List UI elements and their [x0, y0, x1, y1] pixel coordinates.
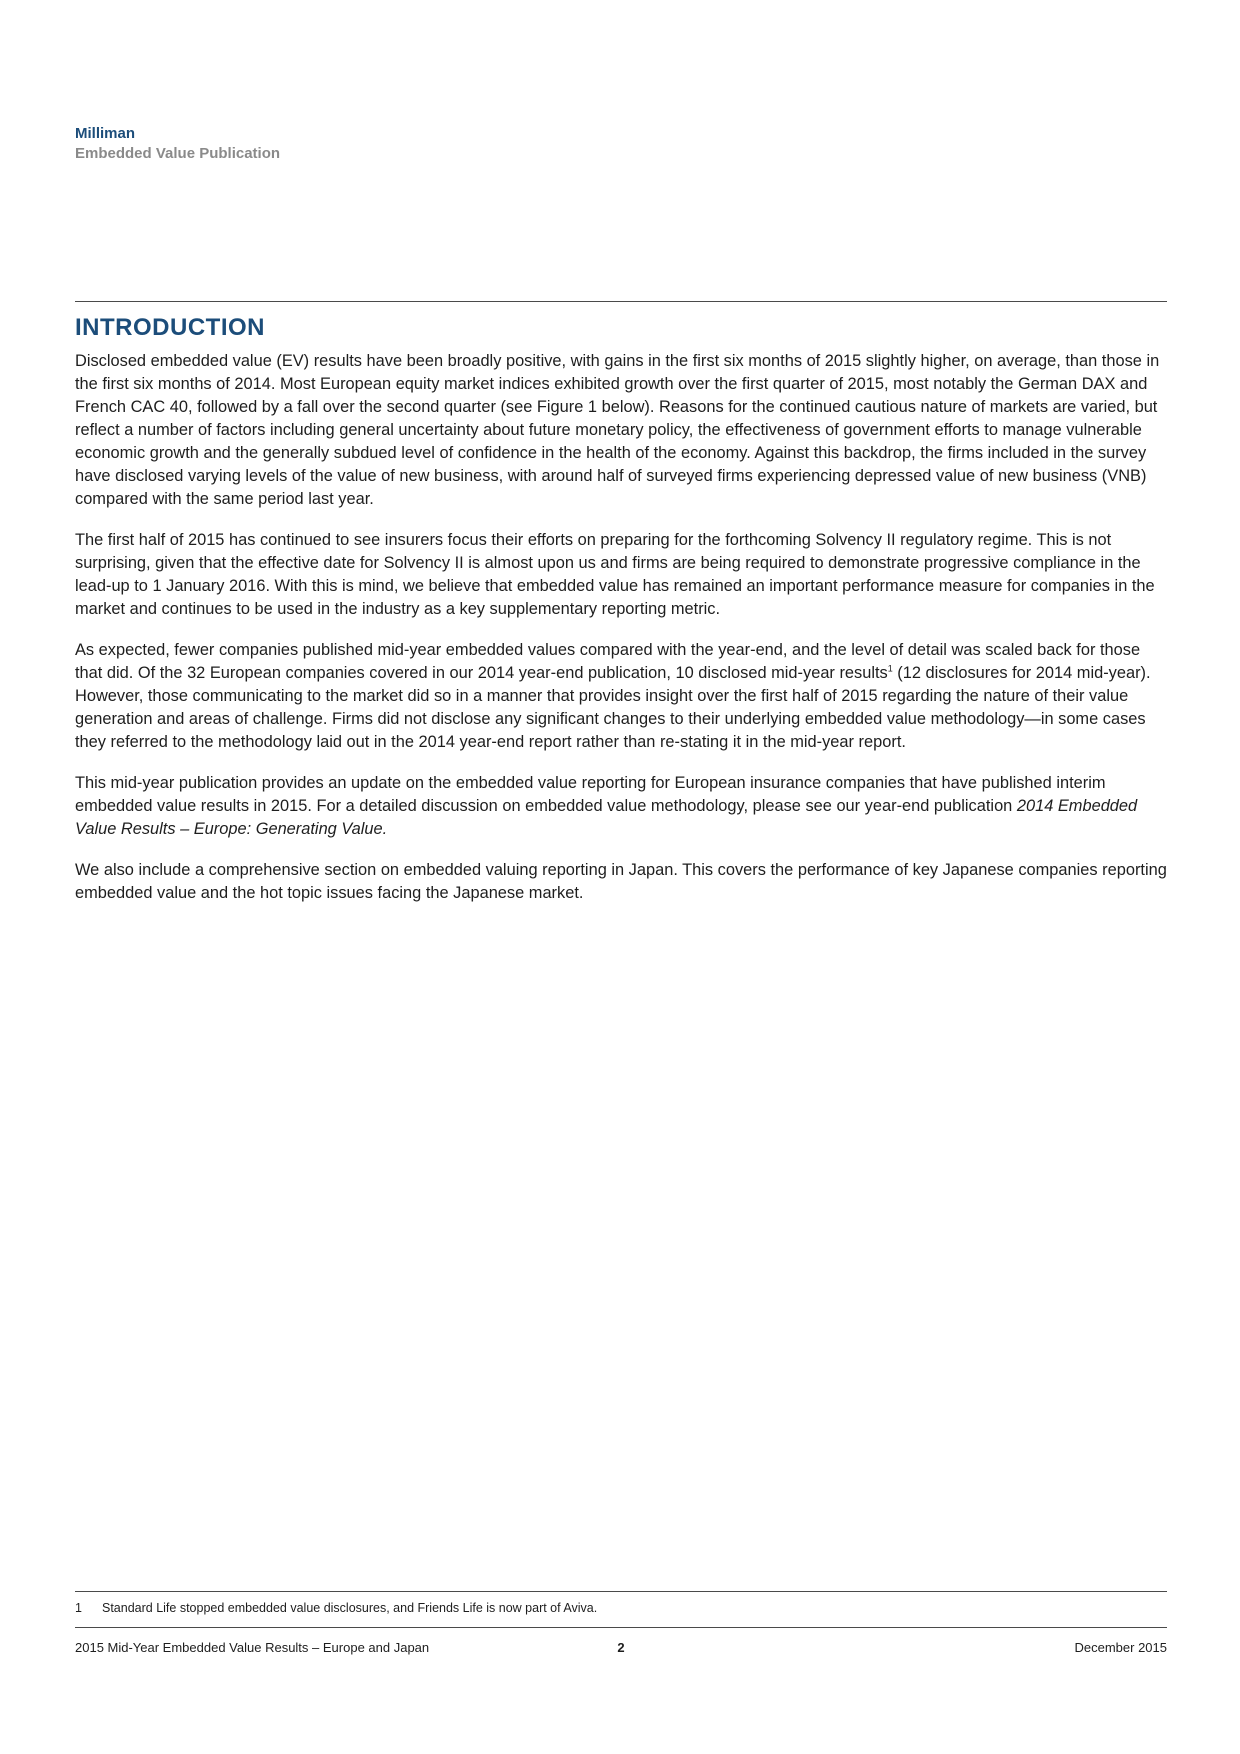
publication-title-italic: 2014 Embedded Value Results – Europe: Generating Value.	[75, 797, 1138, 838]
paragraph-4	[75, 772, 1167, 841]
publication-name: Embedded Value Publication	[75, 145, 281, 162]
paragraph-1: Disclosed embedded value (EV) results have been broadly positive, with gains in the first six months of 2015 slightly higher, on average, than those in the first six months of 2014. Most European equity market indices exhibited growth over the first quarter of 2015, most notably the German DAX and French CAC 40, followed by a fall over the second quarter (see Figure 1 below). Reasons for the continued cautious nature of markets are varied, but reflect a number of factors including general uncertainty about future monetary policy, the effectiveness of government efforts to manage vulnerable economic growth and the generally subdued level of confidence in the health of the economy. Against this backdrop, the firms included in the survey have disclosed varying levels of the value of new business, with around half of surveyed firms experiencing depressed value of new business (VNB) compared with the same period last year.	[75, 352, 1160, 508]
paragraph-5: We also include a comprehensive section on embedded valuing reporting in Japan. This covers the performance of key Japanese companies reporting embedded value and the hot topic issues facing the Japanese market.	[75, 861, 1167, 902]
footer-title: 2015 Mid-Year Embedded Value Results – Europe and Japan	[75, 1640, 430, 1655]
section-heading: INTRODUCTION	[75, 314, 265, 341]
paragraph-3	[75, 639, 1167, 754]
footnote-divider	[75, 1591, 1167, 1592]
footer-date: December 2015	[1074, 1640, 1167, 1655]
footnote	[75, 1600, 597, 1616]
footnote-text: Standard Life stopped embedded value disclosures, and Friends Life is now part of Aviva.	[102, 1601, 598, 1615]
page-header	[75, 124, 280, 164]
paragraph-3-text-a: As expected, fewer companies published mid-year embedded values compared with the year-end, and the level of detail was scaled back for those that did. Of the 32 European companies covered in our 2014 year-end publication, 10 disclosed mid-year results	[75, 641, 1141, 682]
brand-name: Milliman	[75, 125, 136, 142]
footer-divider	[75, 1627, 1167, 1628]
paragraph-4-text: This mid-year publication provides an update on the embedded value reporting for European insurance companies that have published interim embedded value results in 2015. For a detailed discussion on embedded value methodology, please see our year-end publication	[75, 774, 1106, 815]
section-divider	[75, 301, 1167, 302]
footnote-number: 1	[75, 1601, 82, 1615]
footnote-reference: 1	[887, 663, 893, 674]
page-number: 2	[617, 1640, 625, 1655]
paragraph-2: The first half of 2015 has continued to see insurers focus their efforts on preparing for the forthcoming Solvency II regulatory regime. This is not surprising, given that the effective date for Solvency II is almost upon us and firms are being required to demonstrate progressive compliance in the lead-up to 1 January 2016. With this is mind, we believe that embedded value has remained an important performance measure for companies in the market and continues to be used in the industry as a key supplementary reporting metric.	[75, 531, 1155, 618]
paragraph-3-text-b: (12 disclosures for 2014 mid-year). However, those communicating to the market did so in a manner that provides insight over the first half of 2015 regarding the nature of their value generation and areas of challenge. Firms did not disclose any significant changes to their underlying embedded value methodology—in some cases they referred to the methodology laid out in the 2014 year-end report rather than re-stating it in the mid-year report.	[75, 664, 1151, 751]
introduction-section	[75, 308, 1167, 923]
